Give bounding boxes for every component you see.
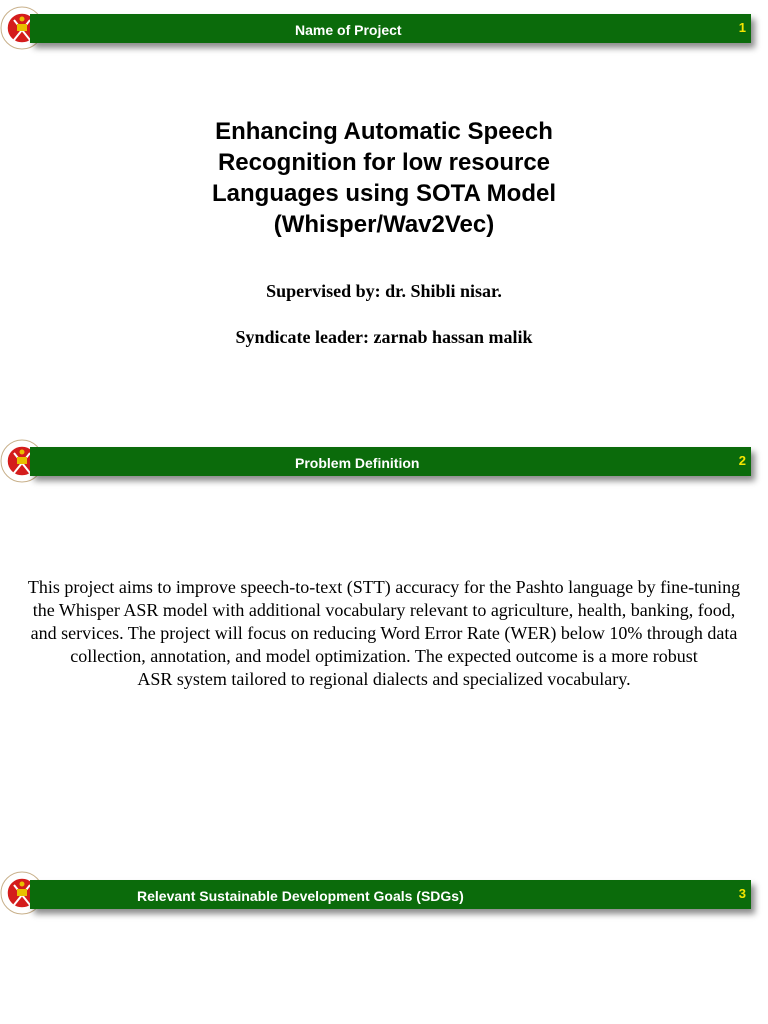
slide-header-title: Relevant Sustainable Development Goals (SDGs) xyxy=(137,888,464,904)
slide-number: 2 xyxy=(738,453,746,468)
title-line: Recognition for low resource xyxy=(217,149,551,176)
slide-header-title: Problem Definition xyxy=(295,455,420,471)
body-line: This project aims to improve speech-to-text (STT) accuracy for the Pashto language by fine-tuning xyxy=(27,577,741,597)
problem-definition-text xyxy=(0,576,768,691)
syndicate-leader-line: Syndicate leader: zarnab hassan malik xyxy=(235,327,533,347)
body-line: the Whisper ASR model with additional vocabulary relevant to agriculture, health, banking, food, xyxy=(32,600,736,620)
slide-header-bar xyxy=(30,447,751,476)
slide-number: 1 xyxy=(738,20,746,35)
supervisor-line: Supervised by: dr. Shibli nisar. xyxy=(266,281,502,301)
slide-header-title: Name of Project xyxy=(295,22,402,38)
slide-header-bar xyxy=(30,880,751,909)
slide-header-bar xyxy=(30,14,751,43)
body-line: and services. The project will focus on reducing Word Error Rate (WER) below 10% through data xyxy=(30,623,738,643)
project-title xyxy=(184,116,584,240)
body-line: ASR system tailored to regional dialects and specialized vocabulary. xyxy=(137,669,631,689)
title-line: (Whisper/Wav2Vec) xyxy=(273,211,495,238)
title-line: Enhancing Automatic Speech xyxy=(215,118,553,145)
body-line: collection, annotation, and model optimization. The expected outcome is a more robust xyxy=(70,646,698,666)
title-line: Languages using SOTA Model xyxy=(211,180,556,207)
slide-number: 3 xyxy=(738,886,746,901)
